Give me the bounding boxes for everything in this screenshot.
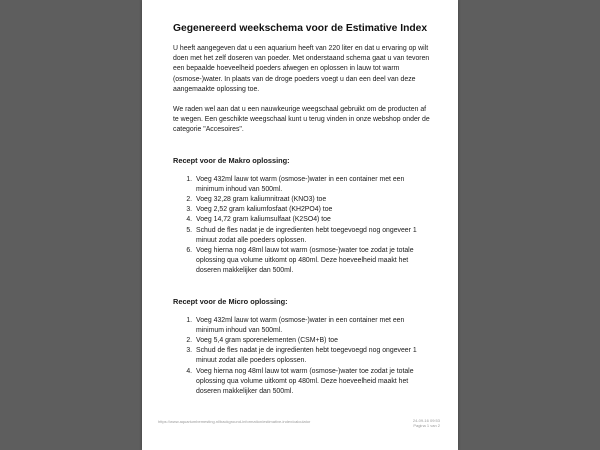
list-item: 3. Voeg 2,52 gram kaliumfosfaat (KH2PO4) toe bbox=[194, 205, 431, 215]
micro-steps-list bbox=[173, 316, 431, 398]
footer-datetime: 24-09-16 09:53 bbox=[412, 418, 440, 423]
document-page bbox=[142, 0, 458, 450]
list-item: 1. Voeg 432ml lauw tot warm (osmose-)water in een container met een minimum inhoud van 500ml. bbox=[194, 175, 431, 195]
footer-url: https://www.aquariumbemesting.nl/background-information/estimative-index/calculator bbox=[158, 419, 311, 424]
list-item: 2. Voeg 32,28 gram kaliumnitraat (KNO3) toe bbox=[194, 195, 431, 205]
footer-info bbox=[413, 418, 440, 428]
list-item: 4. Voeg hierna nog 48ml lauw tot warm (osmose-)water toe zodat je totale oplossing qua volume uitkomt op 480ml. Deze hoeveelheid maakt het doseren makkelijker dan 500ml. bbox=[194, 367, 431, 398]
list-item: 3. Schud de fles nadat je de ingredienten hebt toegevoegd nog ongeveer 1 minuut zodat alle poeders oplossen. bbox=[194, 346, 431, 366]
list-item: 5. Schud de fles nadat je de ingredienten hebt toegevoegd nog ongeveer 1 minuut zodat alle poeders oplossen. bbox=[194, 226, 431, 246]
micro-heading: Recept voor de Micro oplossing: bbox=[173, 296, 288, 306]
list-item: 2. Voeg 5,4 gram sporenelementen (CSM+B) toe bbox=[194, 336, 431, 346]
list-item: 4. Voeg 14,72 gram kaliumsulfaat (K2SO4) toe bbox=[194, 215, 431, 225]
intro-paragraph: U heeft aangegeven dat u een aquarium heeft van 220 liter en dat u ervaring op wilt doen met het zelf doseren van poeder. Met onderstaand schema gaat u van tevoren een bepaalde hoeveelheid poeders afwegen en oplossen in lauw tot warm (osmose-)water. In plaats van de droge poeders voegt u dan een deel van deze aangemaakte oplossing toe. bbox=[173, 45, 430, 93]
macro-steps-list bbox=[173, 175, 431, 277]
page-title: Gegenereerd weekschema voor de Estimative Index bbox=[173, 23, 428, 34]
advice-paragraph: We raden wel aan dat u een nauwkeurige weegschaal gebruikt om de producten af te wegen. Een geschikte weegschaal kunt u terug vinden in onze webshop onder de categorie "Accesoires". bbox=[173, 106, 430, 134]
page-content bbox=[173, 22, 431, 397]
list-item: 1. Voeg 432ml lauw tot warm (osmose-)water in een container met een minimum inhoud van 500ml. bbox=[194, 316, 431, 336]
macro-heading: Recept voor de Makro oplossing: bbox=[173, 155, 290, 165]
footer-page-number: Pagina 1 van 2 bbox=[413, 423, 440, 428]
list-item: 6. Voeg hierna nog 48ml lauw tot warm (osmose-)water toe zodat je totale oplossing qua volume uitkomt op 480ml. Deze hoeveelheid maakt het doseren makkelijker dan 500ml. bbox=[194, 246, 431, 277]
